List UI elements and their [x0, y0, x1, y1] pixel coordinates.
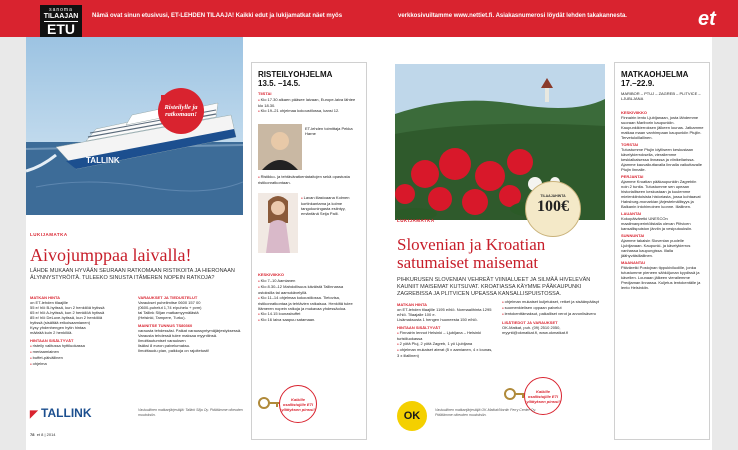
section-heading: MAINITSE TUNNUS TS80360	[138, 323, 193, 328]
right-col2	[502, 299, 602, 335]
body-text: 55 e/ hlö B-hytissä, kun 2 henkilöä hytissä	[30, 305, 105, 310]
right-lead: PIHKURUSEN SLOVENIAN VEHREÄT VIINIALUEET JA SILMÄÄ HIVELEVÄN KAUNIIT MAISEMAT KUTSUVAT. KROATIASSA KÄYMME PÄÄKAUPUNKI ZAGREBISSA JA PLITVICEN UPEASSA KANSALLISPUISTOSSA.	[397, 277, 591, 297]
banner-left-text: Nämä ovat sinun etusivusi, ET-LEHDEN TILAAJA! Kaikki edut ja lukijamatkat näet myös	[92, 13, 343, 19]
bullet-item: ● ohjelman mukaiset kuljetukset, retket ja sisäänpääsyt	[502, 299, 602, 305]
right-headline-1: Slovenian ja Kroatian	[397, 235, 546, 254]
program-item: ● Klo 16 laiva saapuu satamaan.	[258, 317, 358, 323]
top-banner	[0, 0, 738, 37]
body-text: Varaukset puhelimitse 0600 157 00	[138, 300, 201, 305]
body-text: tai Tallink Siljan matkamyymälästä	[138, 310, 199, 315]
left-caption: Vastuullinen matkanjärjestäjä: Tallink Silja Oy. Pidätämme oikeuden muutoksiin.	[138, 408, 243, 417]
bullet-item: ● Finnairin lennot Helsinki – Ljubljana – Helsinki turistiluokassa	[397, 330, 495, 341]
bullet-item: ● ohjelma	[30, 361, 128, 367]
cruise-circle-badge	[158, 88, 204, 134]
left-col2	[138, 292, 242, 353]
section-heading: HINTAAN SISÄLTYVÄT	[397, 325, 441, 330]
right-headline-2: satumaiset maisemat	[397, 253, 539, 272]
travel-sections	[621, 108, 705, 290]
body-text: Ilmoittaudu pian, paikkoja on rajoitetusti!	[138, 348, 210, 353]
section-heading: MATKAN HINTA	[30, 295, 61, 300]
price-value: 100€	[537, 198, 569, 215]
right-caption: Vastuullinen matkanjärjestäjä OK-Matkat/Nordic Ferry Center Oy. Pidätämme oikeuden muutoksiin.	[435, 408, 536, 417]
left-col1	[30, 292, 128, 367]
bullet-item: ● risteily valitussa hyttiluokassa	[30, 343, 128, 349]
day-text: Ajamme takaisin Slovenian puolelle Ljubljanaan. Kaupunki- ja kävelykierros vanhassa kaupungissa. Illalla jäähyväisillallinen.	[621, 238, 691, 258]
bullet-item: ● buffet-päivällinen	[30, 355, 128, 361]
day-text: Päiväretki Postojnan tippukiviluolille, jonka tutustumme pieneen sähköjunan kyydissä ja kävellen. Lounaan jälkeen vierailemme Predjaman linnassa. Kuljetus lentokentälle ja lento Helsinkiin.	[621, 265, 701, 290]
body-text: OK-Matkat, puh. (09) 2510 2050,	[502, 325, 561, 330]
body-text: Kysy yhdenhengen hytin hintaa	[30, 325, 86, 330]
body-text: määrää kuin 2 henkilöä.	[30, 330, 73, 335]
body-text: myynti@okmatkat.fi, www.okmatkat.fi	[502, 330, 569, 335]
badge-top: sanoma	[49, 7, 73, 13]
day-text: Ajamme Kroatian pääkaupunkiin Zagrebiin noin 2 tuntia. Tutustumme sen upeaan historialliseen keskustaan ja kuulemme mielenkiintoisista historiasta, jossa kohtaavat Habsburg-monarkian järjestelmällisyys ja Balkanin intohimoinen luonne. Illallinen.	[621, 179, 701, 209]
left-lead: LÄHDE MUKAAN HYVÄÄN SEURAAN RATKOMAAN RISTIKOITA JA HIERONAAN ÄLYNNYSTYRÖITÄ. TULEEKO SINUSTA ITÄMEREN NOPEIN RATKOJA?	[30, 268, 235, 281]
cruise-ristikko	[258, 174, 358, 185]
program-item: ● Klo 17.30 alkaen pääsee laivaan, Europe-laiva lähtee klo 18.30.	[258, 97, 358, 108]
bullet-item: ● lentokenttämaksut, paikalliset verot ja arvonlisävero	[502, 311, 602, 317]
ship-hull-text: TALLINK	[86, 156, 120, 165]
price-badge	[525, 181, 581, 237]
singer-photo	[258, 193, 298, 253]
cruise-day2: KESKIVIIKKO	[258, 272, 285, 277]
ok-matkat-logo: OK	[397, 401, 427, 431]
cruise-singer-note	[301, 195, 359, 216]
body-text: Varausta tehdessä tulee maksaa myyntiinsä.	[138, 333, 218, 338]
right-col1	[397, 299, 495, 358]
bullet-item: ● 2 yötä Pluj, 2 yötä Zagreb, 1 yö Ljubljana	[397, 341, 495, 347]
day-heading: KESKIVIIKKO	[621, 110, 648, 115]
pin-stamp-right: Kaikille osallistujille ETi yllätyksen pinssi!	[524, 377, 562, 415]
day-heading: MAANANTAI	[621, 260, 645, 265]
pin-stamp-left: Kaikille osallistujille ETi yllätyksen pinssi!	[279, 385, 317, 423]
body-text: 65 e/ hlö A-hytissä, kun 2 henkilöä hytissä	[30, 310, 105, 315]
journalist-bubble: ET-lehden toimittaja Pekka Harne	[305, 126, 353, 136]
bullet-item: ● ohjelman mukaiset aterat (5 x aamianen, 4 x lounas, 3 x illallinen)	[397, 347, 495, 358]
program-item: ● Lavan illastoaana Kolmen kortinkantama ja kolme tangokuningasta esiintyy, emäntänä Seija Paili.	[301, 195, 359, 216]
day-text: Tutustumme Ptujin idylliseen keskustaan kävelykierroksella, vierailemme keskiaikaisessa linnassa ja viinikellarissa. Ajamme kauvaikuttavalla linnalla vaikuttavalle Ptujin linnalle.	[621, 147, 702, 172]
body-text: on ET-lehden tilaajille	[30, 300, 69, 305]
section-heading: MATKAN HINTA	[397, 302, 428, 307]
program-item: ● Klo 19–21 ohjelmaa kokoustilossa, kansi 12.	[258, 108, 358, 114]
day-heading: PERJANTAI	[621, 174, 644, 179]
banner-right-text: verkkosivuiltamme www.nettiet.fi. Asiakasnumerosi löydät lehden takakannesta.	[398, 13, 627, 19]
body-text: Lisämaksusta 1 hengen huoneesta 150 e/hlö.	[397, 317, 478, 322]
cruise-day1: TIISTAI	[258, 91, 272, 96]
badge-big: ETU	[44, 21, 78, 36]
body-text: hytissä (sisältää erikoisaamianen)	[30, 320, 91, 325]
body-text: (0600-puhelut 1,74 e/puhelu + pvm)	[138, 305, 202, 310]
program-item: ● Klo 11–14 ohjelmaa kokoustilossa. Tietovisa, ristikonratkontaa ja tehtävien ratkaisua. Henkiltä tulee Itämeren nopein ratkoja ja mukavaa yhdessäoloa.	[258, 295, 358, 311]
section-heading: HINTAAN SISÄLTYVÄT	[30, 338, 74, 343]
journalist-photo	[258, 124, 302, 170]
body-text: 85 e/ hlö DeLuxe-hytissä, kun 2 henkilöä	[30, 315, 103, 320]
body-text: on ET-lehden tilaajille 1195 e/hlö. Normaalihinta 1295 e/hlö. Tilaajalle 100 e.	[397, 307, 492, 317]
program-item: ● Klo 14.15 lounasbuffet	[258, 311, 358, 317]
body-text: lisäksi 8 euron palvelumaksu.	[138, 343, 191, 348]
bullet-item: ● meriaamiainen	[30, 349, 128, 355]
section-heading: VARAUKSET JA TIEDUSTELUT	[138, 295, 198, 300]
badge-mid: TILAAJAN	[43, 13, 79, 20]
day-heading: LAUANTAI	[621, 211, 642, 216]
travel-route: MARIBOR – PTUJ – ZAGREB – PLITVICE – LJUBLJANA	[621, 91, 701, 101]
day-text: Finnairin lento Ljubljanaan, josta lähdemme suoraan Mariborin kaupunkiin. Kaupunkikierroksen jälkeen lounas. Jatkamme matkaa maan vanhimpaan kaupunkiin Ptujiin. Tervetuloillallinen.	[621, 115, 704, 140]
left-page-number: 78 et 8 | 2014	[30, 432, 56, 437]
left-headline: Aivojumppaa laivalla!	[30, 245, 192, 265]
cruise-dates: 13.5. –14.5.	[258, 79, 301, 88]
et-logo: et	[698, 8, 716, 30]
program-item: ● Klo 7–10 Aamianen	[258, 278, 358, 284]
program-item: ● Ristikko- ja tehtäväratkentataitojen sekä opastusta ristikonratkontaan.	[258, 174, 358, 185]
body-text: Ilmoittautumiset varauksen	[138, 338, 186, 343]
day-heading: SUNNUNTAI	[621, 233, 645, 238]
day-text: Kokopäiväretki UNESCOn maailmanperintölistalla olevan Plitvicen kansallispuiston järviin ja vesiputouksiin.	[621, 216, 693, 231]
cruise-day1-items	[258, 97, 358, 114]
travel-title: MATKAOHJELMA	[621, 70, 689, 79]
cruise-title: RISTEILYOHJELMA	[258, 70, 333, 79]
tallink-logo: ◤ TALLINK	[30, 406, 92, 420]
circle-text: Risteilylle ja ratkomaan!	[164, 104, 198, 118]
section-heading: LISÄTIEDOT JA VARAUKSET	[502, 320, 558, 325]
price-label: TILAAJAHINTA	[540, 194, 566, 198]
body-text: (Helsinki, Tampere, Turku).	[138, 315, 186, 320]
cruise-day2-items	[258, 278, 358, 323]
day-heading: TORSTAI	[621, 142, 639, 147]
bullet-item: ● suomenkielisen oppaan palvelut	[502, 305, 602, 311]
program-item: ● Klo 8.30–12 Mahdollisuus käväistä Tallinnassa ostoksilla tai aamukävelyllä.	[258, 284, 358, 295]
left-kicker: LUKIJAMATKA	[30, 232, 68, 237]
body-text: varausta tehdessäsi. Paikat varaussyntymäjärjestyksessä.	[138, 328, 242, 333]
right-kicker: LUKIJAMATKA	[397, 218, 435, 223]
cruise-ship-photo	[26, 37, 243, 215]
travel-dates: 17.–22.9.	[621, 79, 655, 88]
